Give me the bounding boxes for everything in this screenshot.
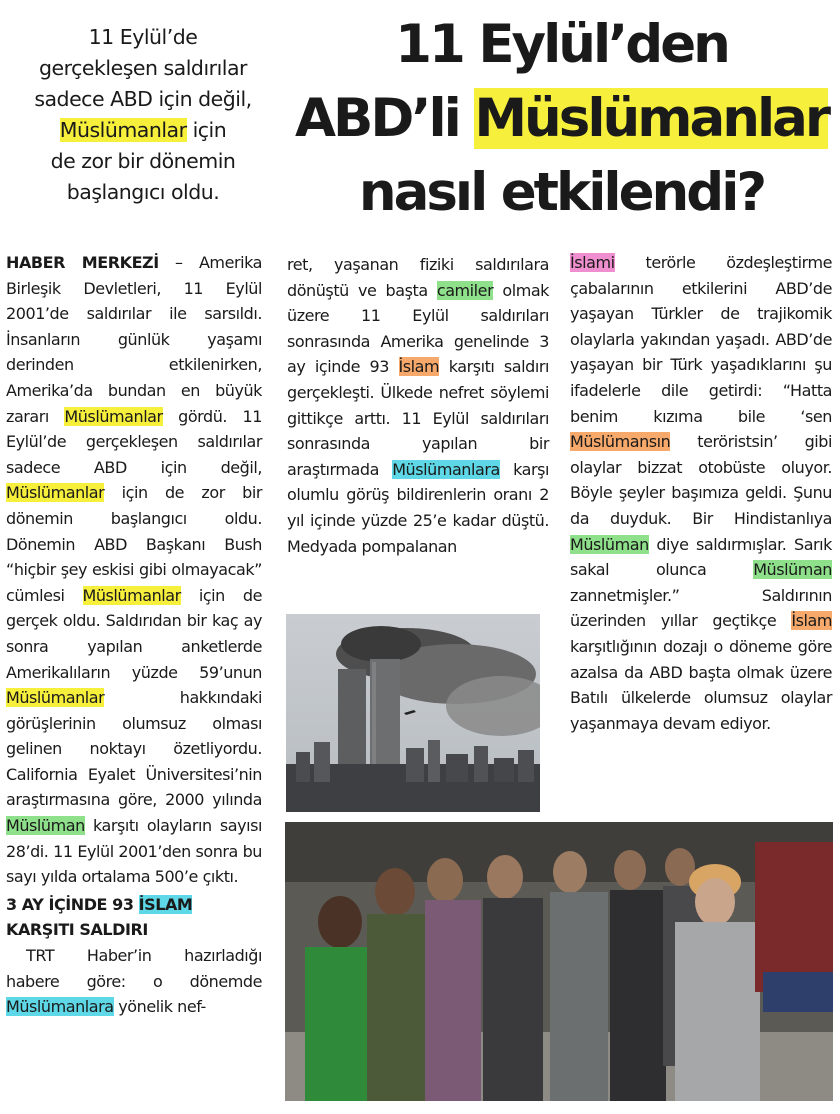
highlight-yellow: Müslümanlar [6, 688, 105, 708]
body-text: olmak üzere 11 Eylül saldırıları sonrasında Amerika genelinde 3 ay içinde 93 [287, 280, 549, 377]
paragraph [6, 250, 262, 890]
highlight-cyan: İSLAM [138, 894, 193, 914]
body-text: hakkındaki görüşlerinin olumsuz olması gelinen noktayı özetliyordu. California Eyalet Üniversitesi’nin araştırmasına göre, 2000 yılında [6, 688, 262, 810]
body-text: karşıtlığının dozajı o döneme göre azalsa da ABD başta olmak üzere Batılı ülkelerde olumsuz olaylar yaşanmaya devam ediyor. [570, 636, 832, 733]
headline-line [285, 82, 838, 156]
highlight-yellow: Müslümanlar [59, 118, 187, 142]
highlight-pink: İslami [570, 253, 615, 272]
article-column-2 [287, 252, 549, 559]
body-text: – Amerika Birleşik Devletleri, 11 Eylül 2001’de saldırılar ile sarsıldı. İnsanların günlük yaşamı derinden etkilenirken, Amerika’da bundan en büyük zararı [6, 253, 262, 426]
highlight-orange: Müslümansın [570, 432, 671, 452]
headline-text: ABD’li [294, 88, 475, 149]
highlight-green: Müslüman [570, 534, 649, 554]
body-text: için de zor bir dönemin başlangıcı oldu. Dönemin ABD Başkanı Bush “hiçbir şey eskisi gibi olmayacak” cümlesi [6, 483, 262, 605]
body-text: terörle özdeşleştirme çabalarının etkilerini ABD’de yaşayan Türkler de trajikomik olaylarla yakından yaşadı. ABD’de yaşayan bir Türk yaşadıklarını şu ifadelerle dile getirdi: “Hatta benim kızıma bile ‘sen [570, 253, 832, 426]
highlight-yellow: Müslümanlar [64, 406, 163, 426]
prayer-photo [285, 822, 833, 1101]
subheading-text: KARŞITI SALDIRI [6, 920, 148, 940]
intro-line: sadece ABD için değil, [34, 87, 252, 111]
highlight-orange: İslam [791, 611, 832, 631]
body-text: karşıtı saldırı gerçekleşti. Ülkede nefret söylemi gittikçe arttı. 11 Eylül saldırıları sonrasında yapılan bir araştırmada [287, 357, 549, 479]
highlight-orange: İslam [398, 357, 440, 377]
body-text: ret, yaşanan fiziki saldırılara dönüştü ve başta [287, 255, 549, 300]
headline-line: nasıl etkilendi? [358, 162, 765, 223]
byline: HABER MERKEZİ [6, 253, 159, 272]
intro-line: başlangıcı oldu. [66, 180, 220, 204]
headline [285, 8, 838, 230]
paragraph [6, 943, 262, 1020]
wtc-illustration [286, 614, 540, 812]
intro-line [8, 115, 278, 146]
subheading-text: 3 AY İÇİNDE 93 [6, 894, 139, 914]
intro-line: gerçekleşen saldırılar [39, 56, 247, 80]
highlight-green: Müslüman [6, 816, 85, 836]
paragraph [287, 252, 549, 559]
body-text: teröristsin’ gibi olaylar bizzat otobüste oluyor. Böyle şeyler başımıza geldi. Şunu da duyduk. Bir Hindistanlıya [570, 432, 832, 528]
body-text: karşıtı olayların sayısı 28’di. 11 Eylül 2001’den sonra bu sayı yılda ortalama 500’e çıktı. [6, 816, 262, 887]
prayer-illustration [285, 822, 833, 1101]
subheading [6, 892, 262, 943]
highlight-green: Müslüman [753, 560, 832, 580]
body-text: karşı olumlu görüş bildirenlerin oranı 2 yıl içinde yüzde 25’e kadar düştü. Medyada pompalanan [287, 459, 549, 556]
wtc-photo [286, 614, 540, 812]
highlight-yellow: Müslümanlar [82, 585, 181, 605]
body-text: yönelik nef- [113, 997, 206, 1017]
highlight-cyan: Müslümanlara [392, 459, 500, 479]
highlight-green: camiler [436, 280, 494, 300]
article-column-3 [570, 250, 832, 736]
body-text: TRT Haber’in hazırladığı habere göre: o dönemde [6, 946, 262, 991]
article-column-1 [6, 250, 262, 1020]
body-text: gördü. 11 Eylül’de gerçekleşen saldırılar sadece ABD için değil, [6, 406, 262, 477]
paragraph [570, 250, 832, 736]
intro-text: için [186, 118, 227, 142]
highlight-yellow: Müslümanlar [474, 88, 829, 149]
body-text: zannetmişler.” Saldırının üzerinden yıllar geçtikçe [570, 585, 832, 631]
highlight-cyan: Müslümanlara [6, 997, 114, 1017]
intro-line: 11 Eylül’de [88, 25, 198, 49]
body-text: diye saldırmışlar. Sarık sakal olunca [570, 534, 832, 580]
headline-line: 11 Eylül’den [395, 14, 728, 75]
intro-line: de zor bir dönemin [50, 149, 236, 173]
body-text: için de gerçek oldu. Saldırıdan bir kaç ay sonra yapılan anketlerde Amerikalıların yüzde 59’unun [6, 585, 262, 682]
intro-summary [8, 22, 278, 208]
highlight-yellow: Müslümanlar [6, 483, 105, 503]
